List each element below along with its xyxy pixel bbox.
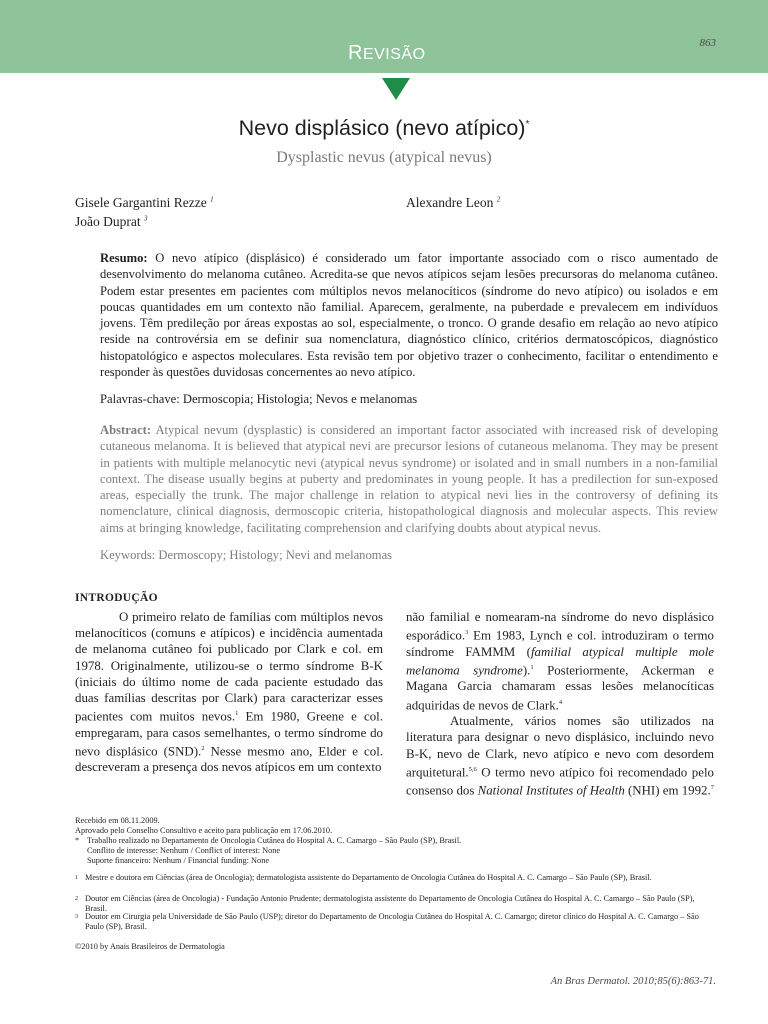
received-date: Recebido em 08.11.2009. (75, 816, 160, 825)
author-3: João Duprat $^3$ (75, 214, 148, 229)
journal-citation: An Bras Dermatol. 2010;85(6):863-71. (550, 976, 716, 987)
intro-heading: INTRODUÇÃO (75, 592, 158, 604)
conflict-note: Conflito de interesse: Nenhum / Conflict of interest: None (87, 846, 281, 855)
copyright: ©2010 by Anais Brasileiros de Dermatologia (75, 942, 225, 951)
section-marker-icon (382, 78, 410, 100)
intro-right-column (406, 609, 714, 799)
keywords-pt: Palavras-chave: Dermoscopia; Histologia; Nevos e melanomas (100, 392, 418, 406)
work-note-mark: * (75, 836, 80, 845)
article-subtitle: Dysplastic nevus (atypical nevus) (276, 149, 492, 166)
article-title: Nevo displásico (nevo atípico)* (238, 116, 530, 140)
page-number: 863 (699, 37, 716, 49)
approved-date: Aprovado pelo Conselho Consultivo e aceito para publicação em 17.06.2010. (75, 826, 333, 835)
author-2: Alexandre Leon $^2$ (406, 195, 501, 210)
section-label: REVISÃO (348, 42, 426, 64)
intro-right-paragraph-2: Atualmente, vários nomes são utilizados na literatura para designar o nevo displásico, incluindo nevo B-K, nevo de Clark, nevo atípico e nevo com desordem arquitetural.$^{5,6}$ O termo nevo atípico foi recomendado pelo consenso dos National Institutes of Health (NHI) em 1992.$^7$ (406, 714, 714, 798)
author-1: Gisele Gargantini Rezze $^1$ (75, 195, 214, 210)
title-footnote-mark: * (525, 118, 530, 130)
abstract-pt: Resumo: O nevo atípico (displásico) é considerado um fator importante associado com o risco aumentado de desenvolvimento do melanoma cutâneo. Acredita-se que nevos atípicos sejam lesões precursoras do melanoma cutâneo. Podem estar presentes em pacientes com múltiplos nevos melanocíticos (síndrome do nevo atípico) ou isolados e em poucas quantidades em um contexto não familial. Aparecem, geralmente, na puberdade e prevalecem em indivíduos jovens. Têm predileção por áreas expostas ao sol, especialmente, o tronco. O grande desafio em relação ao nevo atípico reside na controvérsia em se definir sua nomenclatura, diagnóstico clínico, critérios dermatoscópicos, diagnóstico histopatológico e aspectos moleculares. Esta revisão tem por objetivo trazer o conhecimento, facilitar o entendimento e responder às questões duvidosas concernentes ao nevo atípico. (100, 251, 718, 380)
keywords-en: Keywords: Dermoscopy; Histology; Nevi and melanomas (100, 548, 393, 562)
work-note: Trabalho realizado no Departamento de Oncologia Cutânea do Hospital A. C. Camargo – São Paulo (SP), Brasil. (87, 836, 462, 845)
intro-left-column: O primeiro relato de famílias com múltiplos nevos melanocíticos (comuns e atípicos) e incidência aumentada de melanoma cutâneo foi publicado por Clark e col. em 1978. Originalmente, utilizou-se o termo síndrome B-K (iniciais do último nome de cada paciente estudado das duas famílias descritas por Clark) para caracterizar esses pacientes com muitos nevos.$^1$ Em 1980, Greene e col. empregaram, para casos semelhantes, o termo síndrome do nevo displásico (SND).$^2$ Nesse mesmo ano, Elder e col. descreveram a presença dos nevos atípicos em um contexto (75, 610, 383, 775)
intro-right-paragraph-1: não familial e nomearam-na síndrome do nevo displásico esporádico.$^3$ Em 1983, Lynch e col. introduziram o termo síndrome FAMMM (familial atypical multiple mole melanoma syndrome).$^1$ Posteriormente, Ackerman e Magana Garcia chamaram essas lesões melanocíticas adquiridas de nevos de Clark.$^4$ (406, 610, 714, 712)
abstract-en: Abstract: Atypical nevum (dysplastic) is considered an important factor associated with increased risk of developing cutaneous melanoma. It is believed that atypical nevi are precursor lesions of cutaneous melanoma. They may be present in patients with multiple melanocytic nevi (atypical nevus syndrome) or isolated and in small numbers in a non-familial context. The disease usually begins at puberty and predominates in young people. It has a predilection for sun-exposed areas, especially the trunk. The major challenge in relation to atypical nevi lies in the controversy of defining its nomenclature, clinical diagnosis, dermoscopic criteria, histopathological diagnosis and molecular aspects. This review aims at bringing knowledge, facilitating comprehension and clarifying doubts about atypical nevus. (100, 423, 718, 535)
funding-note: Suporte financeiro: Nenhum / Financial funding: None (87, 856, 270, 865)
